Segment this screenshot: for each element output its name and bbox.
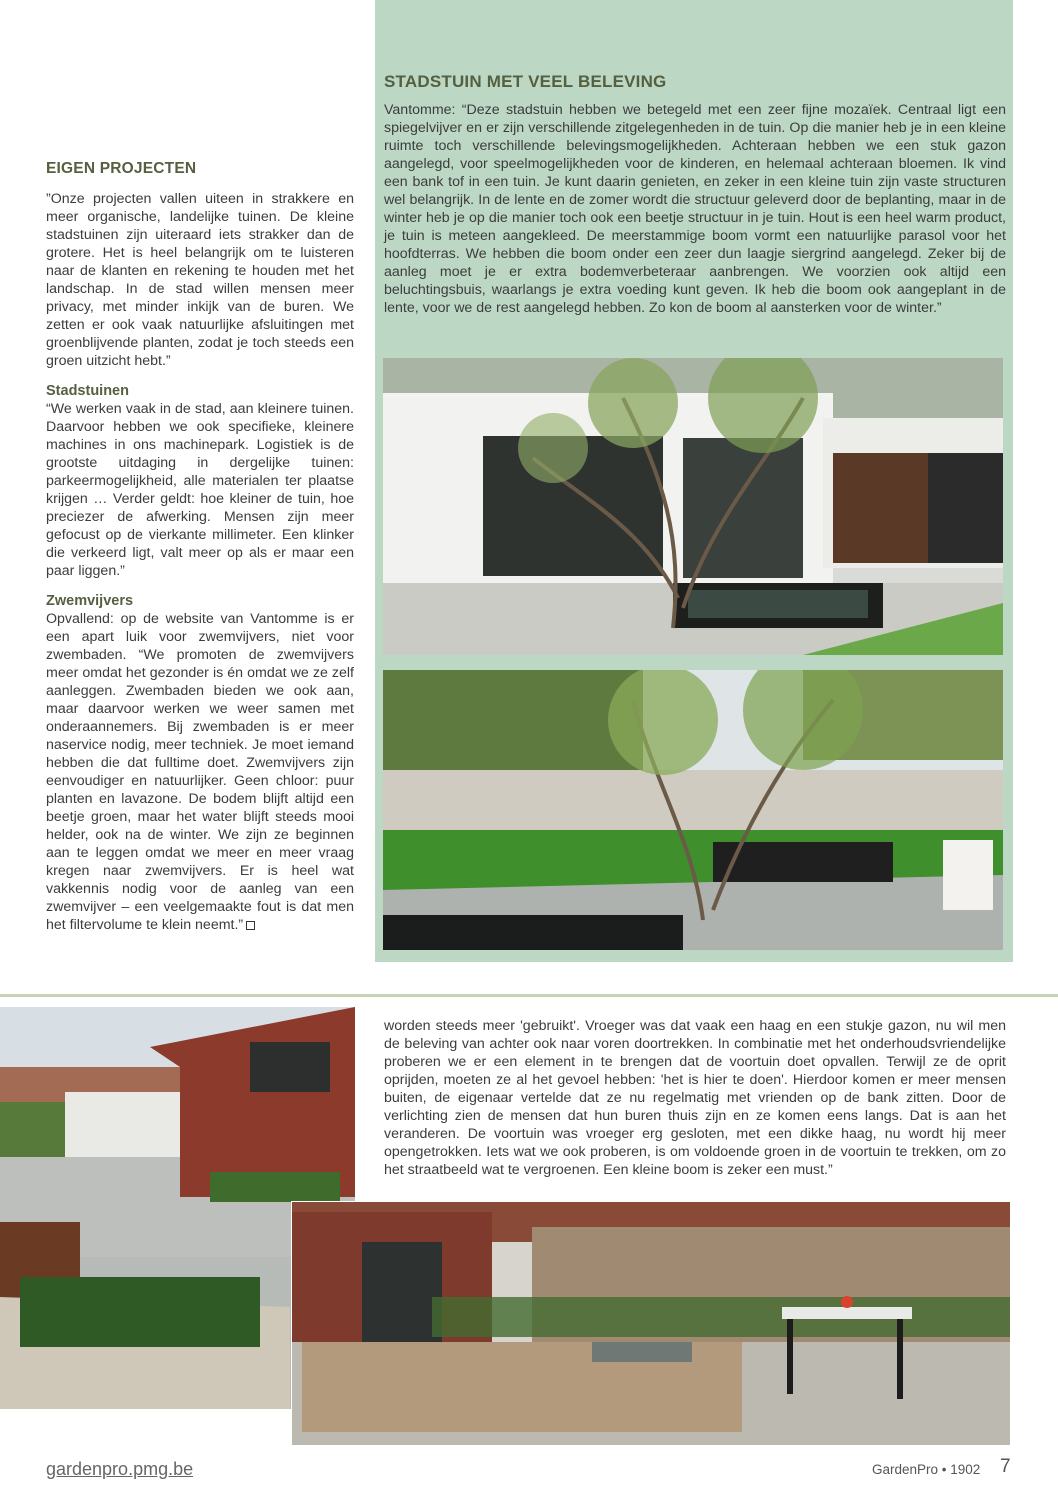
page-number: 7 — [1000, 1456, 1011, 1477]
footer-magazine-issue: GardenPro • 1902 — [872, 1462, 981, 1477]
subheading-stadstuinen: Stadstuinen — [46, 383, 129, 399]
end-mark-icon — [246, 921, 255, 930]
zwemvijvers-text: Opvallend: op de website van Vantomme is er een apart luik voor zwemvijvers, niet voor zwembaden. “We promoten de zwemvijvers meer omdat het gezonder is én omdat we ze zelf aanleggen. Zwembaden bieden we ook aan, maar daarvoor werken we weer samen met onderaannemers. Bij zwembaden is er meer naservice nodig, meer techniek. Je moet iemand hebben die dat fulltime doet. Zwemvijvers zijn eenvoudiger en natuurlijker. Geen chloor: puur planten en lavazone. De bodem blijft altijd een beetje groen, maar het water blijft steeds mooi helder, ook na de winter. We zijn ze beginnen aan te leggen omdat we meer en meer vraag kregen naar zwemvijvers. Er is heel wat vakkennis nodig voor de aanleg van een zwemvijver – een veelgemaakte fout is dat men het filtervolume te klein neemt.” — [46, 611, 354, 933]
section-heading-eigen-projecten: EIGEN PROJECTEN — [46, 160, 197, 177]
photo-patio-bench — [291, 1201, 1011, 1446]
section-divider — [0, 994, 1058, 997]
photo-garden-pond — [383, 358, 1003, 655]
stadstuinen-paragraph: “We werken vaak in de stad, aan kleinere tuinen. Daarvoor hebben we ook specifieke, kleinere machines in ons machinepark. Logistiek is de grootste uitdaging in dergelijke tuinen: parkeermogelijkheid, alle materialen ter plaatse krijgen … Verder geldt: hoe kleiner de tuin, hoe preciezer de afwerking. Mensen zijn meer gefocust op de vierkante millimeter. Een klinker die verkeerd ligt, valt meer op als er maar een paar liggen.” — [46, 401, 354, 579]
subheading-zwemvijvers: Zwemvijvers — [46, 593, 134, 609]
left-column — [46, 160, 354, 934]
box-text: Vantomme: “Deze stadstuin hebben we betegeld met een zeer fijne mozaïek. Centraal ligt een spiegelvijver en er zijn verschillende zitgelegenheden in de tuin. Op die manier heb je in een kleine ruimte toch verschillende belevingsmogelijkheden. Achteraan hebben we een stuk gazon aangelegd, voor speelmogelijkheden voor de kinderen, en helemaal achteraan bloemen. Ik vind een bank tof in een tuin. Je kunt daarin genieten, en zeker in een kleine tuin zijn vaste structuren wel belangrijk. In de lente en de zomer wordt die structuur geleverd door de beplanting, maar in de winter heb je op die manier toch ook een beetje structuur in je tuin. Hout is een heel warm product, je tuin is meteen aangekleed. De meerstammige boom vormt een natuurlijke parasol voor het hoofdterras. We hebben die boom onder een zeer dun laagje siergrind aangelegd. Zeker bij de aanleg moet je er extra bodemverbeteraar aanbrengen. We voorzien ook altijd een beluchtingsbuis, waarlangs je extra voeding kunt geven. Ik heb die boom ook aangeplant in de lente, voor we de rest aangelegd hebben. Zo kon de boom al aansterken voor de winter.” — [384, 102, 1006, 316]
footer-website-link[interactable]: gardenpro.pmg.be — [46, 1459, 194, 1479]
zwemvijvers-paragraph — [46, 610, 354, 934]
box-title: STADSTUIN MET VEEL BELEVING — [384, 72, 667, 91]
photo-garden-lawn — [383, 670, 1003, 950]
intro-paragraph: ”Onze projecten vallen uiteen in strakkere en meer organische, landelijke tuinen. De kleine stadstuinen zijn uiteraard iets strakker dan de grotere. Het is heel belangrijk om te luisteren naar de klanten en rekening te houden met het landschap. In de stad willen mensen meer privacy, met minder inkijk van de buren. We zetten er ook vaak natuurlijke afsluitingen met groenblijvende planten, zodat je toch steeds een groen uitzicht hebt.” — [46, 191, 354, 369]
continuation-text: worden steeds meer 'gebruikt'. Vroeger was dat vaak een haag en een stukje gazon, nu wil men de beleving van achter ook naar voren doortrekken. In combinatie met het onderhoudsvriendelijke proberen we er een element in te brengen dat de voortuin doet opvallen. Terwijl ze de oprit oprijden, moeten ze al het gevoel hebben: 'het is hier te doen'. Hierdoor komen er meer mensen buiten, de eigenaar vertelde dat ze nu regelmatig met vrienden op de bank zitten. Door de verlichting zien de mensen dat hun buren thuis zijn en ze komen eens langs. Dat is aan het veranderen. De voortuin was vroeger erg gesloten, met een dikke haag, nu wordt hij meer opengetrokken. Iets wat we ook proberen, is om voldoende groen in de voortuin te trekken, om zo het straatbeeld wat te vergroenen. Een kleine boom is zeker een must.” — [384, 1018, 1006, 1178]
